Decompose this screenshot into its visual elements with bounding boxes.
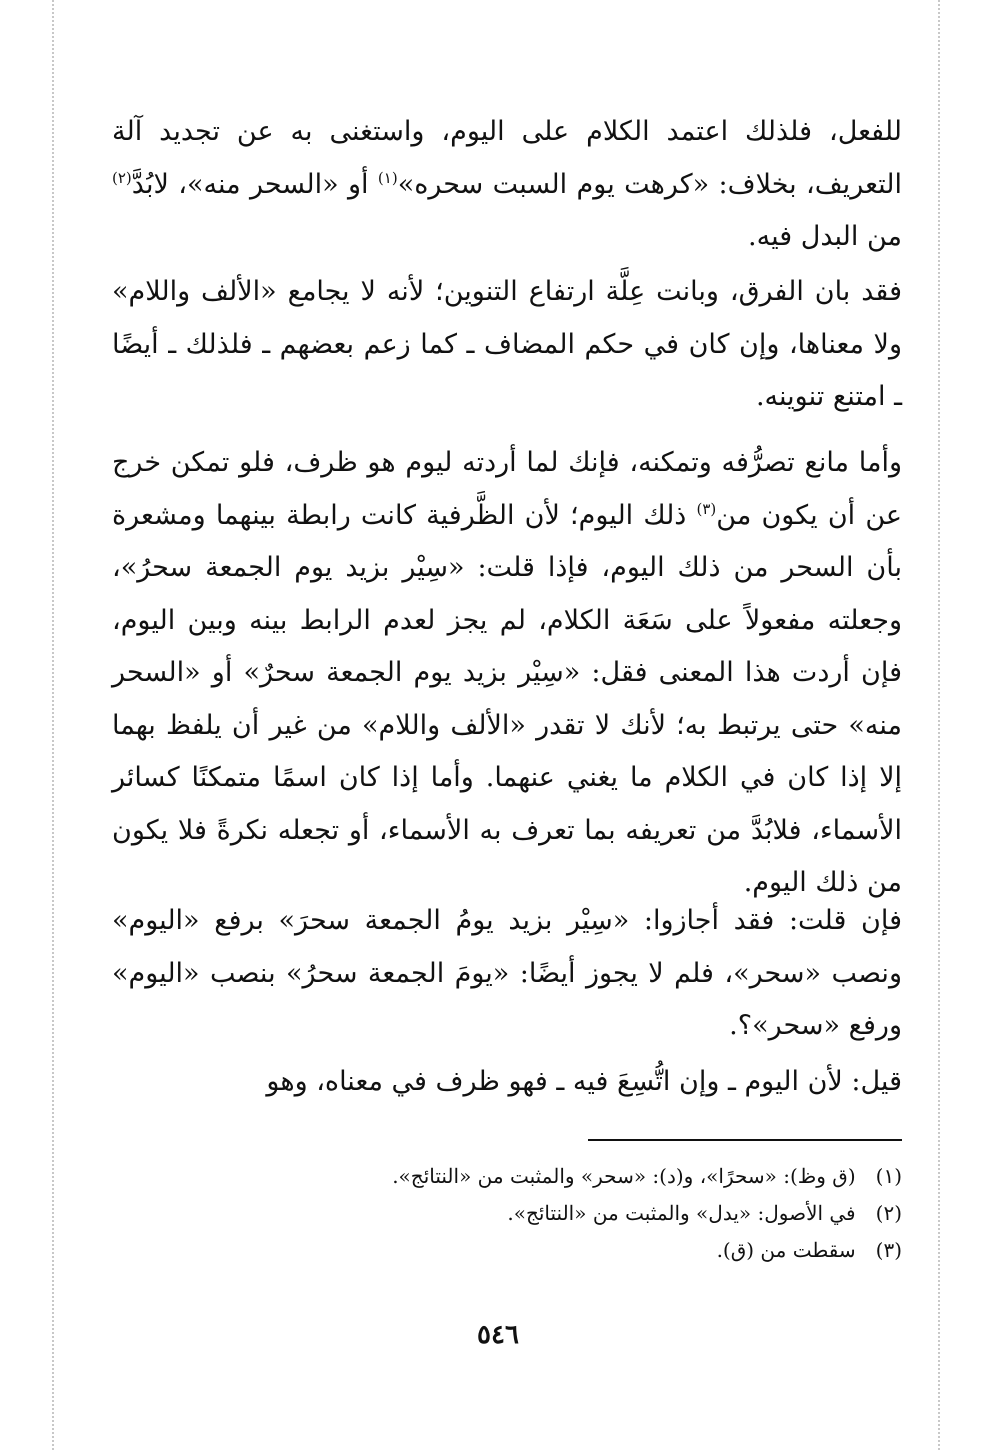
footnote-2-number: (٢)	[875, 1201, 902, 1225]
paragraph-4	[112, 895, 902, 1053]
footnotes	[112, 1158, 902, 1269]
paragraph-4-text: فإن قلت: فقد أجازوا: «سِيْر بزيد يومُ الجمعة سحرَ» برفع «اليوم» ونصب «سحر»، فلم لا يجوز أيضًا: «يومَ الجمعة سحرُ» بنصب «اليوم» ورفع «سحر»؟.	[112, 905, 902, 1041]
paragraph-1	[112, 106, 902, 264]
footnote-ref-3: (٣)	[696, 499, 717, 518]
footnote-2-text: في الأصول: «يدل» والمثبت من «النتائج».	[507, 1201, 856, 1225]
footnote-ref-1: (١)	[377, 168, 398, 187]
paragraph-3	[112, 437, 902, 910]
scan-margin-dots-left	[52, 0, 54, 1450]
paragraph-5	[112, 1056, 902, 1109]
page-number: ٥٤٦	[477, 1320, 519, 1350]
paragraph-5-text: قيل: لأن اليوم ـ وإن اتُّسِعَ فيه ـ فهو ظرف في معناه، وهو	[266, 1066, 902, 1097]
paragraph-2-text: فقد بان الفرق، وبانت عِلَّة ارتفاع التنوين؛ لأنه لا يجامع «الألف واللام» ولا معناها، وإن كان في حكم المضاف ـ كما زعم بعضهم ـ فلذلك ـ أيضًا ـ امتنع تنوينه.	[112, 276, 902, 412]
paragraph-1-text-b: أو «السحر منه»، لابُدَّ	[131, 168, 378, 200]
paragraph-2	[112, 266, 902, 424]
paragraph-3-text-a: وأما مانع تصرُّفه وتمكنه، فإنك لما أردته ليوم هو ظرف، فلو تمكن خرج عن أن يكون من	[112, 447, 902, 531]
scan-margin-dots-right	[938, 0, 940, 1450]
paragraph-1-text-a: للفعل، فلذلك اعتمد الكلام على اليوم، واستغنى به عن تجديد آلة التعريف، بخلاف: «كرهت يوم السبت سحره»	[112, 116, 902, 200]
footnote-1	[112, 1158, 902, 1195]
footnote-ref-2: (٢)	[112, 168, 132, 187]
footnote-3-text: سقطت من (ق).	[716, 1238, 856, 1262]
footnote-divider	[588, 1139, 902, 1141]
footnote-1-number: (١)	[875, 1164, 902, 1188]
paragraph-3-text-b: ذلك اليوم؛ لأن الظَّرفية كانت رابطة بينهما ومشعرة بأن السحر من ذلك اليوم، فإذا قلت: «سِيْر بزيد يوم الجمعة سحرُ»، وجعلته مفعولاً على سَعَة الكلام، لم يجز لعدم الرابط بينه وبين اليوم، فإن أردت هذا المعنى فقل: «سِيْر بزيد يوم الجمعة سحرٌ» أو «السحر منه» حتى يرتبط به؛ لأنك لا تقدر «الألف واللام» من غير أن يلفظ بهما إلا إذا كان في الكلام ما يغني عنهما. وأما إذا كان اسمًا متمكنًا كسائر الأسماء، فلابُدَّ من تعريفه بما تعرف به الأسماء، أو تجعله نكرةً فلا يكون من ذلك اليوم.	[112, 499, 902, 898]
footnote-3	[112, 1232, 902, 1269]
paragraph-1-text-c: من البدل فيه.	[748, 221, 902, 252]
footnote-3-number: (٣)	[875, 1238, 902, 1262]
footnote-1-text: (ق وظ): «سحرًا»، و(د): «سحر» والمثبت من «النتائج».	[392, 1164, 856, 1188]
footnote-2	[112, 1195, 902, 1232]
